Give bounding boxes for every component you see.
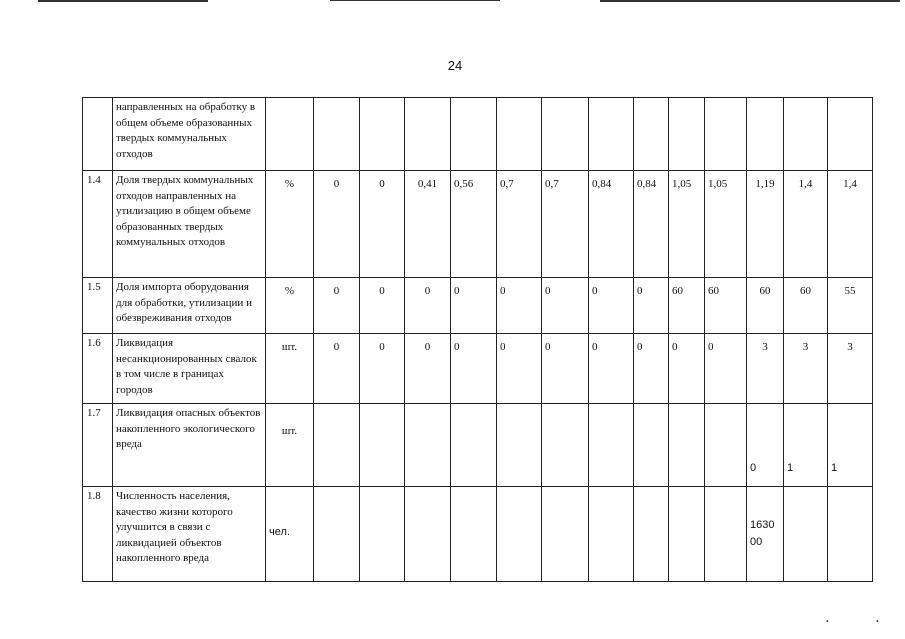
value-cell: 0 (634, 278, 669, 334)
value-cell (405, 487, 451, 582)
value-cell: 0,84 (634, 171, 669, 278)
value-cell: 3 (747, 334, 784, 404)
value-cell (405, 98, 451, 171)
value-cell: 0,84 (589, 171, 634, 278)
scan-speck: • (826, 617, 829, 626)
value-cell: 163000 (747, 487, 784, 582)
value-cell (451, 404, 497, 487)
value-cell (451, 98, 497, 171)
scan-speck: • (876, 617, 879, 626)
value-cell (542, 98, 589, 171)
value-cell: 1 (828, 404, 873, 487)
value-cell: 0 (589, 278, 634, 334)
unit-cell: чел. (266, 487, 314, 582)
value-cell (669, 98, 705, 171)
value-cell: 0 (314, 334, 360, 404)
row-number: 1.4 (83, 171, 113, 278)
value-cell (784, 98, 828, 171)
value-cell: 60 (669, 278, 705, 334)
unit-cell (266, 98, 314, 171)
value-cell: 60 (784, 278, 828, 334)
value-cell (705, 98, 747, 171)
value-cell (669, 487, 705, 582)
top-scan-line (38, 0, 208, 2)
indicator-name: Ликвидация опасных объектов накопленного экологического вреда (113, 404, 266, 487)
value-cell: 0 (589, 334, 634, 404)
value-cell: 1,19 (747, 171, 784, 278)
value-cell (314, 404, 360, 487)
value-cell (542, 404, 589, 487)
value-cell: 1 (784, 404, 828, 487)
value-cell: 55 (828, 278, 873, 334)
value-cell: 0 (497, 334, 542, 404)
value-cell: 0,7 (497, 171, 542, 278)
value-cell: 0 (360, 334, 405, 404)
page-number: 24 (447, 58, 463, 73)
value-cell: 0 (405, 334, 451, 404)
top-scan-line (330, 0, 500, 1)
value-cell: 0 (314, 171, 360, 278)
value-cell (634, 487, 669, 582)
value-cell (360, 404, 405, 487)
value-cell: 0 (360, 171, 405, 278)
value-cell: 60 (747, 278, 784, 334)
value-cell (747, 98, 784, 171)
value-cell: 0 (405, 278, 451, 334)
value-cell: 3 (784, 334, 828, 404)
value-cell (542, 487, 589, 582)
unit-cell: % (266, 171, 314, 278)
value-cell (360, 487, 405, 582)
value-cell: 0 (747, 404, 784, 487)
value-cell: 0 (634, 334, 669, 404)
value-cell: 0 (314, 278, 360, 334)
row-number (83, 98, 113, 171)
value-cell (589, 98, 634, 171)
row-number: 1.5 (83, 278, 113, 334)
table-row (83, 98, 873, 171)
value-cell (828, 487, 873, 582)
value-cell (705, 404, 747, 487)
value-cell: 1,4 (784, 171, 828, 278)
table-row (83, 404, 873, 487)
row-number: 1.7 (83, 404, 113, 487)
value-cell (314, 98, 360, 171)
table-row (83, 171, 873, 278)
value-cell (497, 98, 542, 171)
value-cell: 0 (705, 334, 747, 404)
value-cell (360, 98, 405, 171)
row-number: 1.6 (83, 334, 113, 404)
value-cell: 0,7 (542, 171, 589, 278)
value-cell (634, 98, 669, 171)
value-cell: 0 (497, 278, 542, 334)
value-cell: 0 (360, 278, 405, 334)
table-row (83, 334, 873, 404)
value-cell (497, 404, 542, 487)
value-cell (705, 487, 747, 582)
value-cell: 0 (542, 278, 589, 334)
row-number: 1.8 (83, 487, 113, 582)
indicator-name: Доля импорта оборудования для обработки, утилизации и обезвреживания отходов (113, 278, 266, 334)
value-cell: 0 (542, 334, 589, 404)
indicator-name: Ликвидация несанкционированных свалок в том числе в границах городов (113, 334, 266, 404)
value-cell (634, 404, 669, 487)
value-cell: 1,05 (705, 171, 747, 278)
value-cell (784, 487, 828, 582)
value-cell (314, 487, 360, 582)
value-cell: 0,56 (451, 171, 497, 278)
top-scan-line (600, 0, 900, 2)
value-cell: 0 (451, 334, 497, 404)
value-cell (405, 404, 451, 487)
value-cell (828, 98, 873, 171)
value-cell (669, 404, 705, 487)
value-cell (497, 487, 542, 582)
table-row (83, 487, 873, 582)
table-row (83, 278, 873, 334)
value-cell (589, 487, 634, 582)
indicator-name: направленных на обработку в общем объеме образованных твердых коммунальных отходов (113, 98, 266, 171)
value-cell: 0 (451, 278, 497, 334)
value-cell: 3 (828, 334, 873, 404)
indicator-name: Численность населения, качество жизни которого улучшится в связи с ликвидацией объектов накопленного вреда (113, 487, 266, 582)
unit-cell: шт. (266, 334, 314, 404)
value-cell (589, 404, 634, 487)
indicators-table (82, 97, 873, 582)
value-cell: 0 (669, 334, 705, 404)
unit-cell: шт. (266, 404, 314, 487)
indicator-name: Доля твердых коммунальных отходов направленных на утилизацию в общем объеме образованных твердых коммунальных отходов (113, 171, 266, 278)
value-cell: 1,4 (828, 171, 873, 278)
unit-cell: % (266, 278, 314, 334)
value-cell: 60 (705, 278, 747, 334)
value-cell (451, 487, 497, 582)
value-cell: 0,41 (405, 171, 451, 278)
value-cell: 1,05 (669, 171, 705, 278)
